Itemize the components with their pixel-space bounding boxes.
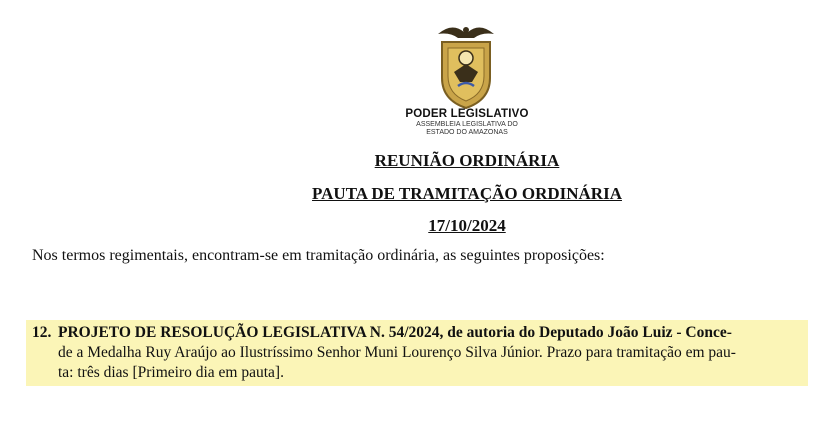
item-line-1 bbox=[58, 323, 802, 343]
intro-paragraph: Nos termos regimentais, encontram-se em tramitação ordinária, as seguintes proposições: bbox=[32, 247, 605, 264]
item-line-3: ta: três dias [Primeiro dia em pauta]. bbox=[58, 364, 284, 381]
item-bold-text: PROJETO DE RESOLUÇÃO LEGISLATIVA N. 54/2024, de autoria do Deputado João Luiz bbox=[58, 324, 673, 341]
meeting-title: REUNIÃO ORDINÁRIA bbox=[374, 151, 560, 170]
org-subtitle-line1: ASSEMBLEIA LEGISLATIVA DO bbox=[416, 121, 518, 128]
org-subtitle-line2: ESTADO DO AMAZONAS bbox=[426, 129, 508, 136]
agenda-title: PAUTA DE TRAMITAÇÃO ORDINÁRIA bbox=[312, 184, 622, 203]
org-name: PODER LEGISLATIVO bbox=[405, 108, 529, 120]
coat-of-arms-icon bbox=[430, 20, 502, 110]
agenda-date: 17/10/2024 bbox=[428, 216, 506, 235]
item-body bbox=[58, 323, 802, 383]
item-line-2: de a Medalha Ruy Araújo ao Ilustríssimo Senhor Muni Lourenço Silva Júnior. Prazo para tramitação em pau- bbox=[58, 344, 736, 361]
item-number: 12. bbox=[32, 324, 52, 341]
item-line1-rest: - Conce- bbox=[672, 324, 732, 341]
